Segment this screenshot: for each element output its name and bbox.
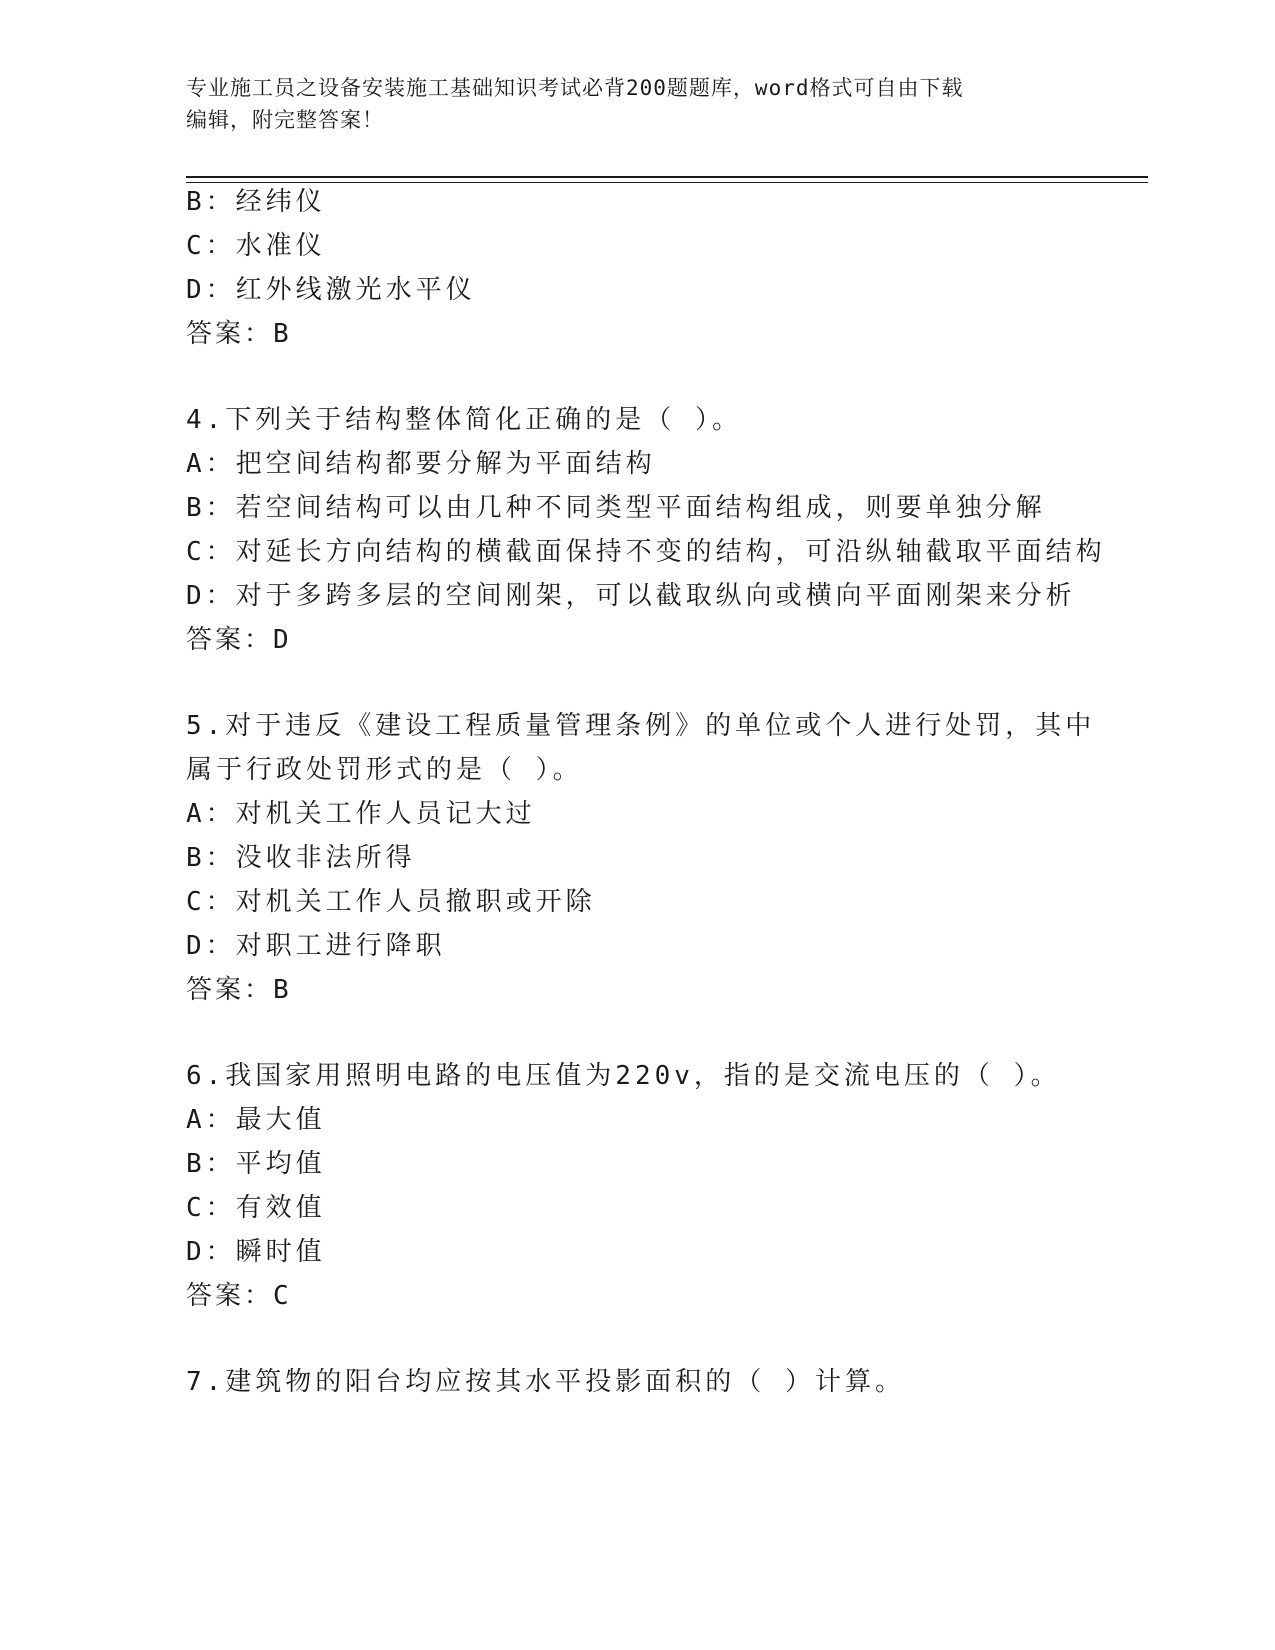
q6-option-b: B：平均值 (186, 1149, 326, 1179)
q4-option-a: A：把空间结构都要分解为平面结构 (186, 449, 656, 479)
document-header (186, 72, 1086, 136)
q4-answer: 答案：D (186, 625, 292, 655)
q5-option-b: B：没收非法所得 (186, 843, 416, 873)
q5-option-c: C：对机关工作人员撤职或开除 (186, 887, 596, 917)
q4-option-d: D：对于多跨多层的空间刚架，可以截取纵向或横向平面刚架来分析 (186, 581, 1076, 611)
q5-option-a: A：对机关工作人员记大过 (186, 799, 536, 829)
q6-option-a: A：最大值 (186, 1105, 326, 1135)
q5-answer: 答案：B (186, 975, 292, 1005)
header-title-line-1: 专业施工员之设备安装施工基础知识考试必背200题题库，word格式可自由下载 (186, 76, 964, 100)
prev-option-d: D：红外线激光水平仪 (186, 275, 476, 305)
q5-stem-line-1: 5.对于违反《建设工程质量管理条例》的单位或个人进行处罚，其中 (186, 711, 1096, 741)
header-divider-thick (186, 176, 1148, 178)
prev-answer: 答案：B (186, 319, 292, 349)
q6-stem: 6.我国家用照明电路的电压值为220v，指的是交流电压的（ ）。 (186, 1061, 1061, 1091)
q4-option-b: B：若空间结构可以由几种不同类型平面结构组成，则要单独分解 (186, 493, 1046, 523)
q5-option-d: D：对职工进行降职 (186, 931, 446, 961)
header-divider-thin (186, 182, 1148, 183)
q6-option-c: C：有效值 (186, 1193, 326, 1223)
prev-option-c: C：水准仪 (186, 231, 326, 261)
q4-stem: 4.下列关于结构整体简化正确的是（ ）。 (186, 405, 742, 435)
q7-stem: 7.建筑物的阳台均应按其水平投影面积的（ ）计算。 (186, 1367, 905, 1397)
q4-option-c: C：对延长方向结构的横截面保持不变的结构，可沿纵轴截取平面结构 (186, 537, 1106, 567)
prev-option-b: B：经纬仪 (186, 187, 326, 217)
q6-option-d: D：瞬时值 (186, 1237, 326, 1267)
q5-stem-line-2: 属于行政处罚形式的是（ ）。 (186, 755, 583, 785)
q6-answer: 答案：C (186, 1281, 292, 1311)
header-title-line-2: 编辑，附完整答案！ (186, 108, 384, 132)
